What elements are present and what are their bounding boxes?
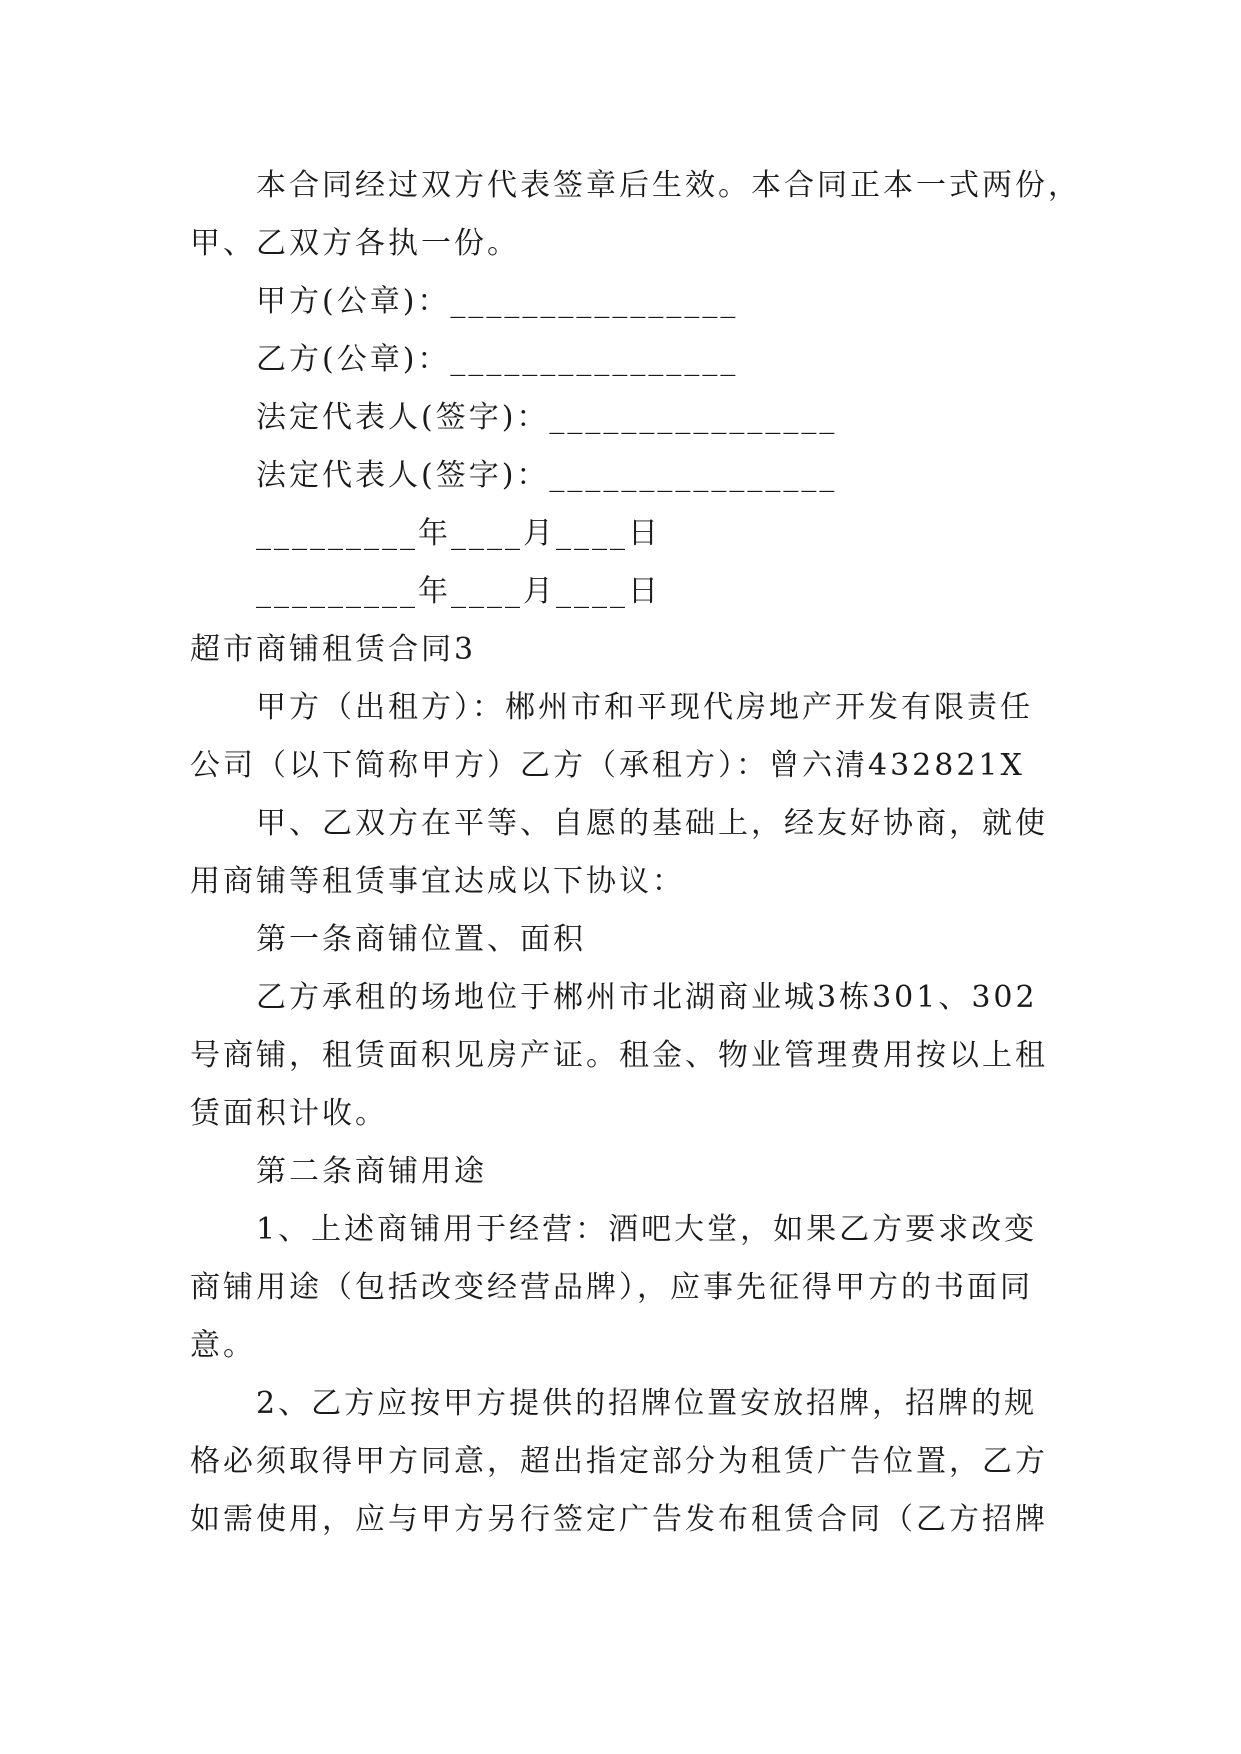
text-line: 号商铺，租赁面积见房产证。租金、物业管理费用按以上租	[190, 1038, 1048, 1073]
text-line: 乙方承租的场地位于郴州市北湖商业城3栋301、302	[256, 980, 1038, 1015]
text-line: 本合同经过双方代表签章后生效。本合同正本一式两份，	[256, 168, 1081, 203]
date-line: _________年____月____日	[256, 574, 661, 609]
text-line: 意。	[190, 1328, 256, 1363]
text-line: 1、上述商铺用于经营：酒吧大堂，如果乙方要求改变	[256, 1212, 1038, 1247]
legal-rep-signature-line: 法定代表人(签字)：________________	[256, 458, 838, 493]
text-line: 甲方（出租方）：郴州市和平现代房地产开发有限责任	[256, 690, 1033, 725]
article-heading: 第二条商铺用途	[256, 1154, 487, 1189]
text-line: 赁面积计收。	[190, 1096, 388, 1131]
text-line: 2、乙方应按甲方提供的招牌位置安放招牌，招牌的规	[256, 1386, 1038, 1421]
text-line: 甲、乙双方在平等、自愿的基础上，经友好协商，就使	[256, 806, 1048, 841]
legal-rep-signature-line: 法定代表人(签字)：________________	[256, 400, 838, 435]
section-title: 超市商铺租赁合同3	[190, 632, 477, 667]
text-line: 甲、乙双方各执一份。	[190, 226, 520, 261]
date-line: _________年____月____日	[256, 516, 661, 551]
article-heading: 第一条商铺位置、面积	[256, 922, 586, 957]
text-line: 公司（以下简称甲方）乙方（承租方）：曾六清432821X	[190, 748, 1025, 783]
party-a-seal-line: 甲方(公章)：________________	[256, 284, 739, 319]
text-line: 用商铺等租赁事宜达成以下协议：	[190, 864, 685, 899]
text-line: 格必须取得甲方同意，超出指定部分为租赁广告位置，乙方	[190, 1444, 1048, 1479]
text-line: 商铺用途（包括改变经营品牌），应事先征得甲方的书面同	[190, 1270, 1033, 1305]
party-b-seal-line: 乙方(公章)：________________	[256, 342, 739, 377]
text-line: 如需使用，应与甲方另行签定广告发布租赁合同（乙方招牌	[190, 1502, 1048, 1537]
